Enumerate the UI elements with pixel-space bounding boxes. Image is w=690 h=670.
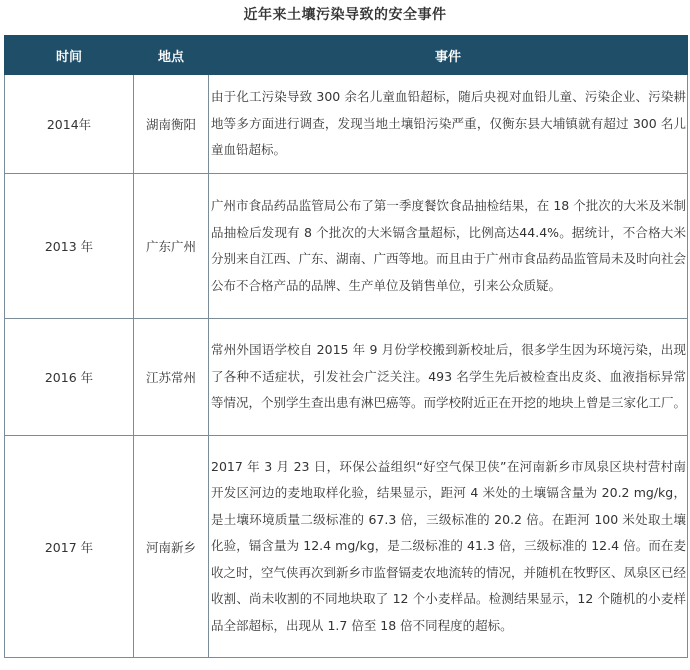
cell-place: 河南新乡 [134, 436, 209, 658]
cell-place: 湖南衡阳 [134, 75, 209, 174]
page-title: 近年来土壤污染导致的安全事件 [243, 7, 447, 23]
cell-time: 2017 年 [5, 436, 134, 658]
table-row [5, 319, 688, 436]
cell-place: 广东广州 [134, 174, 209, 319]
cell-event: 广州市食品药品监管局公布了第一季度餐饮食品抽检结果，在 18 个批次的大米及米制品抽检后发现有 8 个批次的大米镉含量超标，比例高达44.4%。据统计，不合格大米分别来自江西、广东、湖南、广西等地。而且由于广州市食品药品监管局未及时向社会公布不合格产品的品牌、生产单位及销售单位，引来公众质疑。 [209, 174, 688, 319]
cell-time: 2014年 [5, 75, 134, 174]
table-row [5, 75, 688, 174]
cell-time: 2013 年 [5, 174, 134, 319]
events-table [4, 35, 688, 658]
header-event: 事件 [209, 36, 688, 75]
cell-time: 2016 年 [5, 319, 134, 436]
cell-event: 由于化工污染导致 300 余名儿童血铅超标，随后央视对血铅儿童、污染企业、污染耕地等多方面进行调查，发现当地土壤铅污染严重，仅衡东县大埔镇就有超过 300 名儿童血铅超标。 [209, 75, 688, 174]
header-place: 地点 [134, 36, 209, 75]
header-time: 时间 [5, 36, 134, 75]
table-row [5, 174, 688, 319]
cell-event: 2017 年 3 月 23 日，环保公益组织“好空气保卫侠”在河南新乡市凤泉区块村营村南开发区河边的麦地取样化验，结果显示，距河 4 米处的土壤镉含量为 20.2 mg/kg，是土壤环境质量二级标准的 67.3 倍，三级标准的 20.2 倍。在距河 100 米处取土壤化验，镉含量为 12.4 mg/kg，是二级标准的 41.3 倍，三级标准的 12.4 倍。而在麦收之时，空气侠再次到新乡市监督镉麦农地流转的情况，并随机在牧野区、凤泉区已经收割、尚未收割的不同地块取了 12 个小麦样品。检测结果显示，12 个随机的小麦样品全部超标，出现从 1.7 倍至 18 倍不同程度的超标。 [209, 436, 688, 658]
table-row [5, 436, 688, 658]
cell-event: 常州外国语学校自 2015 年 9 月份学校搬到新校址后，很多学生因为环境污染，出现了各种不适症状，引发社会广泛关注。493 名学生先后被检查出皮炎、血液指标异常等情况，个别学生查出患有淋巴癌等。而学校附近正在开挖的地块上曾是三家化工厂。 [209, 319, 688, 436]
cell-place: 江苏常州 [134, 319, 209, 436]
table-header-row [5, 36, 688, 75]
